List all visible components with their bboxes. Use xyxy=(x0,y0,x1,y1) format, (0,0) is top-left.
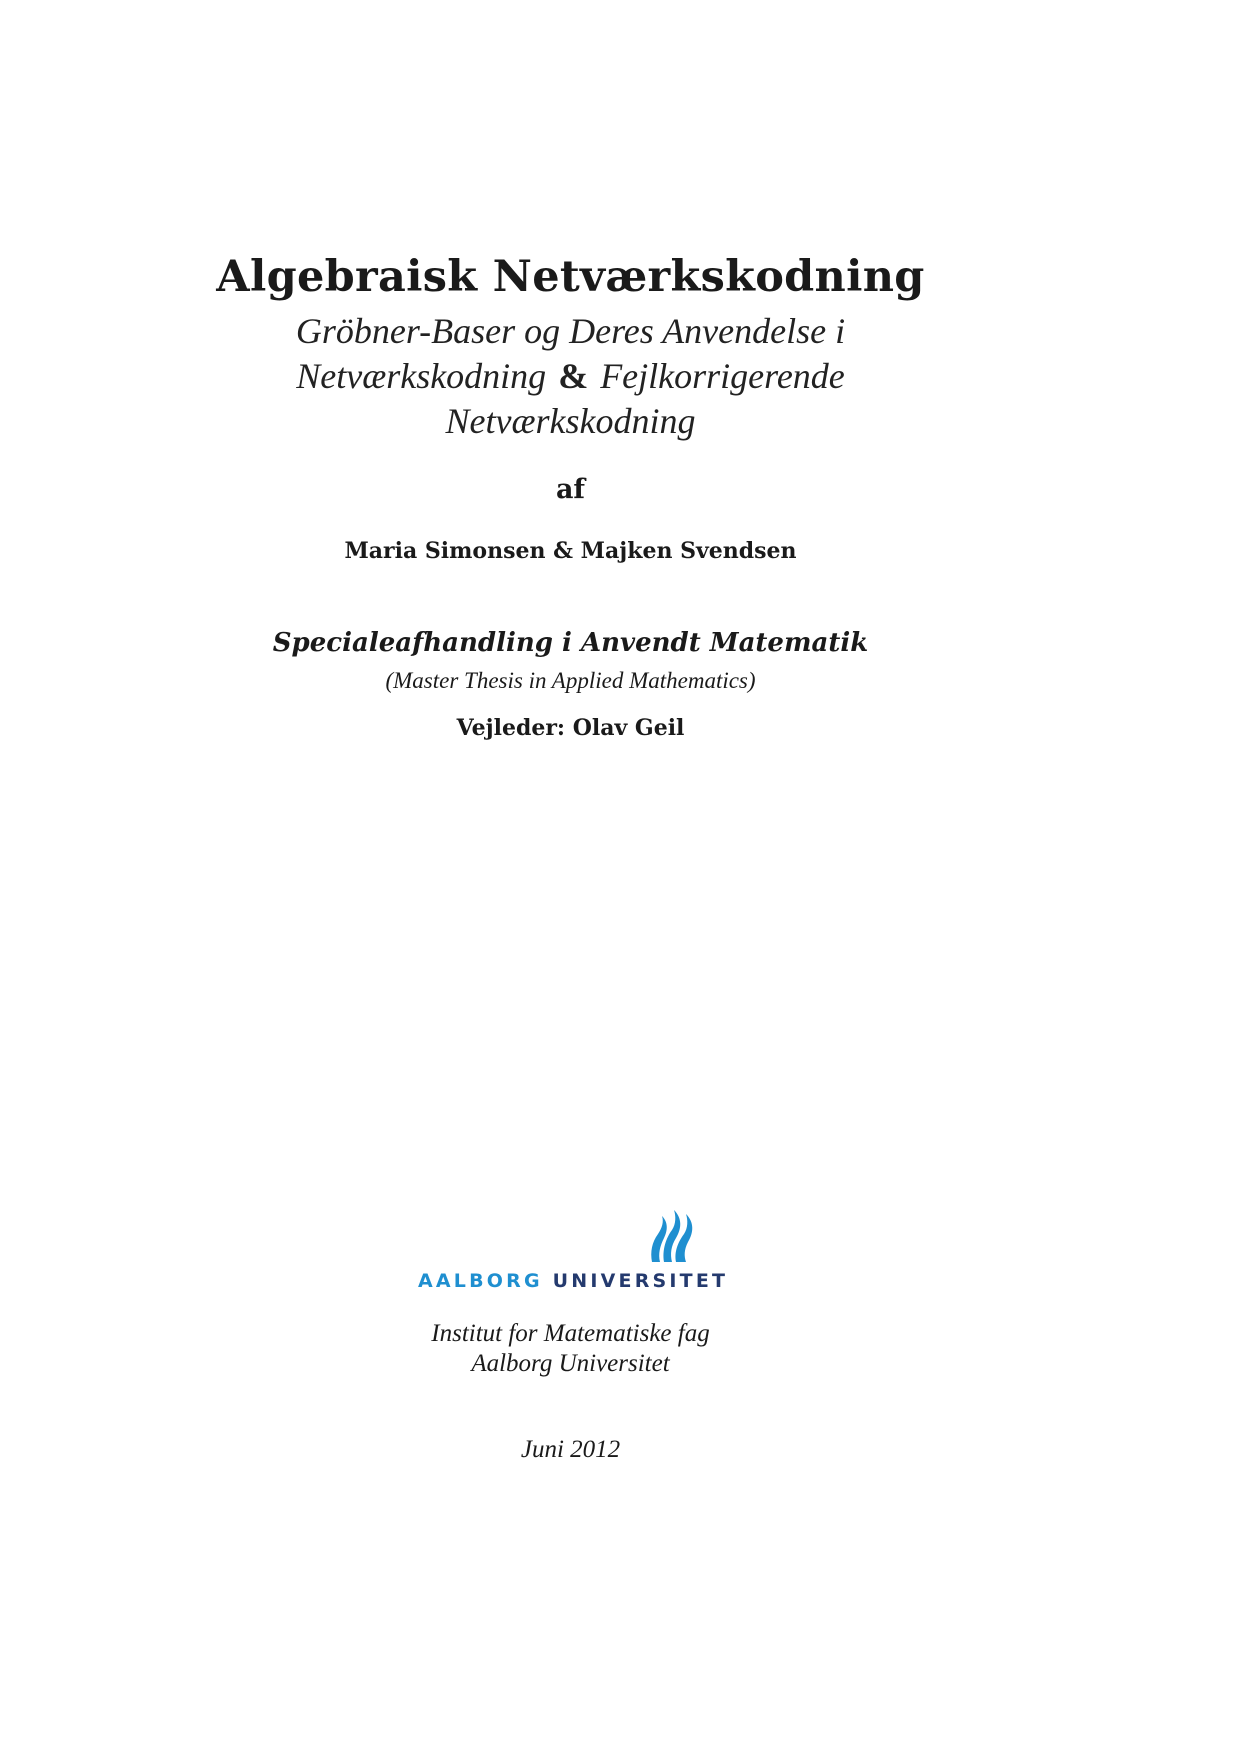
logo-word-universitet: UNIVERSITET xyxy=(552,1270,729,1292)
waterfall-logo-icon xyxy=(644,1208,694,1264)
university-name: Aalborg Universitet xyxy=(471,1350,670,1377)
thesis-type: Specialeafhandling i Anvendt Matematik xyxy=(272,628,869,658)
subtitle-line-2-left: Netværkskodning xyxy=(296,356,547,396)
date: Juni 2012 xyxy=(520,1436,621,1463)
subtitle-ampersand: & xyxy=(558,356,589,396)
logo-word-aalborg: AALBORG xyxy=(418,1270,543,1292)
authors: Maria Simonsen & Majken Svendsen xyxy=(344,538,797,564)
thesis-type-english: (Master Thesis in Applied Mathematics) xyxy=(385,668,756,693)
by-label: af xyxy=(555,474,586,505)
subtitle-line-2-right: Fejlkorrigerende xyxy=(600,356,845,396)
university-logo xyxy=(416,1208,729,1298)
supervisor: Vejleder: Olav Geil xyxy=(456,715,685,741)
document-title: Algebraisk Netværkskodning xyxy=(216,252,925,302)
subtitle-line-1: Gröbner-Baser og Deres Anvendelse i xyxy=(295,311,846,351)
subtitle-line-2 xyxy=(0,355,1141,397)
logo-wordmark xyxy=(418,1270,728,1292)
institute: Institut for Matematiske fag xyxy=(431,1320,710,1347)
subtitle-line-3: Netværkskodning xyxy=(445,401,696,441)
